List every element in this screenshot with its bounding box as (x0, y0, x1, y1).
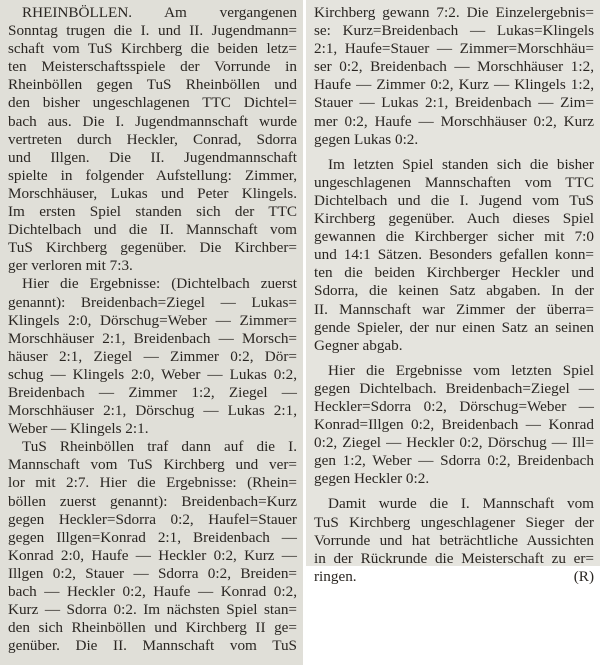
text-line: gewannen die Kirchberger sicher mit 7:0 (314, 228, 594, 246)
text-line: in der Rückrunde die Meisterschaft zu er= (314, 549, 594, 567)
text-line: Kirchberg gegenüber. Auch dieses Spiel (314, 210, 594, 228)
text-line: genannt): Breidenbach=Ziegel — Lukas= (8, 293, 297, 311)
text-line: und 14:1 Sätzen. Besonders gefallen konn= (314, 246, 594, 264)
text-line: gende Spieler, der nur einen Satz an seinen (314, 318, 594, 336)
text-line: spielte in folgender Aufstellung: Zimmer, (8, 166, 297, 184)
text-line: Morschhäuser, Lukas und Peter Klingels. (8, 184, 297, 202)
text-line: Morschhäuser 2:1, Breidenbach — Morsch= (8, 329, 297, 347)
text-line: Sdorra, die keinen Satz abgaben. In der (314, 282, 594, 300)
text-line: böllen zuerst genannt): Breidenbach=Kurz (8, 492, 297, 510)
article-text: ringen. (314, 567, 357, 585)
text-line: Gegner abgab. (314, 336, 403, 354)
text-line: Haufe — Zimmer 0:2, Kurz — Klingels 1:2, (314, 76, 594, 94)
text-line: häuser 2:1, Ziegel — Zimmer 0:2, Dör= (8, 347, 297, 365)
text-line: Heckler=Sdorra 0:2, Dörschug=Weber — (314, 397, 594, 415)
text-line: genüber. Die II. Mannschaft vom TuS (8, 637, 297, 655)
text-line: Klingels 2:0, Dörschug=Weber — Zimmer= (8, 311, 297, 329)
text-line: TuS Rheinböllen traf dann auf die I. (22, 438, 297, 456)
text-line: bach aus. Die I. Jugendmannschaft wurde (8, 112, 297, 130)
text-line: Im ersten Spiel standen sich der TTC (8, 203, 297, 221)
text-line: schug — Klingels 2:0, Weber — Lukas 0:2, (8, 365, 297, 383)
text-line: II. Mannschaft war Zimmer der überra= (314, 300, 594, 318)
text-line: vertreten durch Heckler, Conrad, Sdorra (8, 130, 297, 148)
text-line: gegen Heckler 0:2. (314, 470, 430, 488)
text-line: lor mit 2:7. Hier die Ergebnisse: (Rhein= (8, 474, 297, 492)
article-paragraph (314, 362, 594, 489)
text-line: Weber — Klingels 2:1. (8, 420, 149, 438)
text-line: Kirchberg gewann 7:2. Die Einzelergebnis= (314, 4, 594, 21)
article-paragraph (314, 156, 594, 355)
text-line: gegen Lukas 0:2. (314, 130, 419, 148)
text-line: Stauer — Lukas 2:1, Breidenbach — Zim= (314, 94, 594, 112)
text-line: Hier die Ergebnisse vom letzten Spiel (328, 361, 594, 379)
text-line: den sich Rheinböllen und Kirchberg II ge= (8, 619, 297, 637)
text-line: 0:2, Ziegel — Heckler 0:2, Dörschug — Ill= (314, 434, 594, 452)
article-paragraph (8, 275, 297, 438)
article-right-column (306, 0, 600, 585)
text-line: mer 0:2, Haufe — Morschhäuser 0:2, Kurz (314, 112, 594, 130)
text-line: Konrad 2:0, Haufe — Heckler 0:2, Kurz — (8, 546, 297, 564)
text-line: Konrad=Illgen 0:2, Breidenbach — Konrad (314, 416, 594, 434)
text-line: ger verloren mit 7:3. (8, 257, 133, 275)
text-line: gegen Dichtelbach. Breidenbach=Ziegel — (314, 379, 594, 397)
text-line: bach — Heckler 0:2, Haufe — Konrad 0:2, (8, 583, 297, 600)
text-line: gegen Illgen=Konrad 2:1, Breidenbach — (8, 528, 297, 546)
text-line: Breidenbach — Zimmer 1:2, Ziegel — (8, 383, 297, 401)
text-line: Mannschaft vom TuS Kirchberg und ver= (8, 456, 297, 474)
text-line: TuS Kirchberg ungeschlagener Sieger der (314, 513, 594, 531)
text-line: Im letzten Spiel standen sich die bisher (328, 155, 594, 173)
text-line: RHEINBÖLLEN. Am vergangenen (22, 4, 297, 21)
text-line (314, 568, 594, 586)
text-line: den bisher ungeschlagenen TTC Dichtel= (8, 94, 297, 112)
text-line: Sonntag trugen die I. und II. Jugendmann= (8, 22, 297, 40)
text-line: Damit wurde die I. Mannschaft vom (328, 495, 594, 513)
text-line: ser 0:2, Breidenbach — Morschhäuser 1:2, (314, 58, 594, 76)
text-line: Rheinböllen gegen TuS Rheinböllen und (8, 76, 297, 94)
text-line: 2:1, Haufe=Stauer — Zimmer=Morschhäu= (314, 40, 594, 58)
text-line: und Illgen. Die II. Jugendmannschaft (8, 148, 297, 166)
text-line: gegen Heckler=Sdorra 0:2, Haufel=Stauer (8, 510, 297, 528)
text-line: Kurz — Sdorra 0:2. Im nächsten Spiel stan= (8, 601, 297, 619)
text-line: Illgen 0:2, Stauer — Sdorra 0:2, Breiden= (8, 564, 297, 582)
author-signature: (R) (573, 567, 594, 585)
text-line: Dichtelbach und die II. Mannschaft vom (8, 221, 297, 239)
text-line: ten Meisterschaftsspiele der Vorrunde in (8, 58, 297, 76)
text-line: se: Kurz=Breidenbach — Lukas=Klingels (314, 22, 594, 40)
article-paragraph (314, 495, 594, 585)
text-line: schaft vom TuS Kirchberg die beiden letz= (8, 40, 297, 58)
text-line: gen 1:2, Weber — Sdorra 0:2, Breidenbach (314, 452, 594, 470)
text-line: ten die beiden Kirchberger Heckler und (314, 264, 594, 282)
text-line: Morschhäuser 2:1, Dörschug — Lukas 2:1, (8, 402, 297, 420)
text-line: TuS Kirchberg gegenüber. Die Kirchber= (8, 239, 297, 257)
text-line: Hier die Ergebnisse: (Dichtelbach zuerst (22, 275, 297, 293)
article-paragraph (8, 4, 297, 275)
article-paragraph (314, 4, 594, 149)
text-line: ungeschlagenen Mannschaften vom TTC (314, 173, 594, 191)
text-line: Dichtelbach und die I. Jugend vom TuS (314, 191, 594, 209)
text-line: Vorrunde und hat beträchtliche Aussichten (314, 531, 594, 549)
article-paragraph (8, 438, 297, 655)
